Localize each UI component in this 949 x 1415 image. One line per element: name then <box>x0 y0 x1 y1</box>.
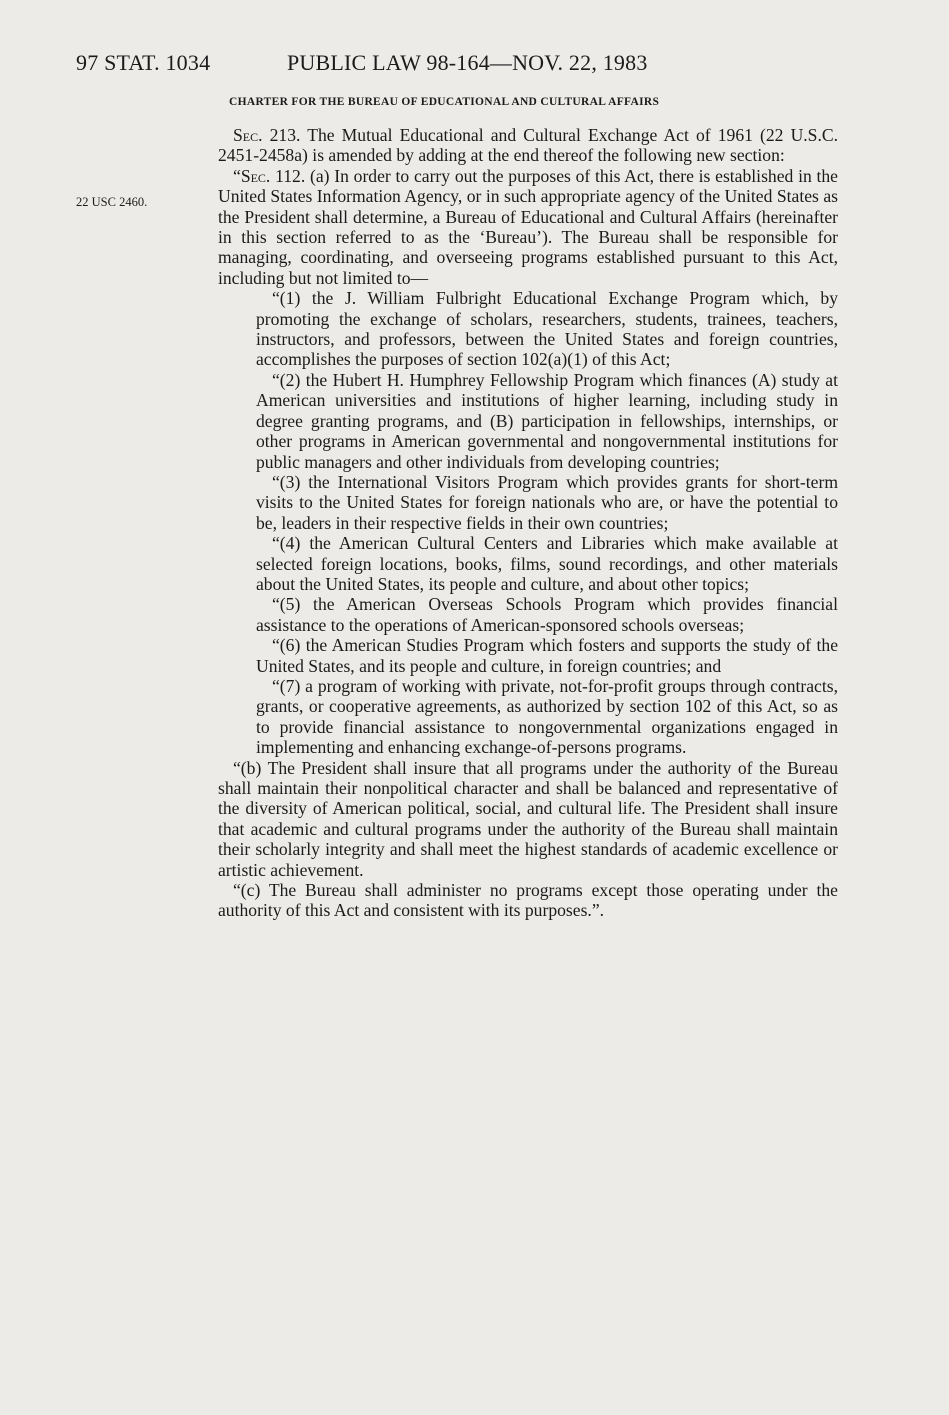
sec-112-label: Sec. <box>240 165 271 186</box>
open-quote: “ <box>233 165 241 186</box>
program-item-1: “(1) the J. William Fulbright Educational Exchange Program which, by promoting the exchange of scholars, researchers, students, trainees, teachers, instructors, and professors, between the United States and foreign countries, accomplishes the purposes of section 102(a)(1) of this Act; <box>256 288 838 370</box>
section-heading: CHARTER FOR THE BUREAU OF EDUCATIONAL AND CULTURAL AFFAIRS <box>229 96 660 108</box>
program-item-6: “(6) the American Studies Program which fosters and supports the study of the United States, and its people and culture, in foreign countries; and <box>256 635 838 676</box>
section-213-paragraph <box>218 125 838 166</box>
sec-112-text: 112. (a) In order to carry out the purposes of this Act, there is established in the United States Information Agency, or in such appropriate agency of the United States as the President shall determine, a Bureau of Educational and Cultural Affairs (hereinafter in this section referred to as the ‘Bureau’). The Bureau shall be responsible for managing, coordinating, and overseeing programs established pursuant to this Act, including but not limited to— <box>218 165 838 288</box>
paragraph-b: “(b) The President shall insure that all programs under the authority of the Bureau shall maintain their nonpolitical character and shall be balanced and representative of the diversity of American political, social, and cultural life. The President shall insure that academic and cultural programs under the authority of the Bureau shall maintain their scholarly integrity and shall meet the highest standards of academic excellence or artistic achievement. <box>218 757 838 880</box>
running-head <box>76 50 896 80</box>
stat-page-number: 97 STAT. 1034 <box>76 50 211 75</box>
sec-213-label: Sec. <box>233 125 263 145</box>
sec-213-text: 213. The Mutual Educational and Cultural Exchange Act of 1961 (22 U.S.C. 2451-2458a) is amended by adding at the end thereof the following new section: <box>218 125 838 166</box>
statute-body <box>218 125 838 921</box>
section-112-paragraph <box>218 166 838 288</box>
paragraph-c: “(c) The Bureau shall administer no programs except those operating under the authority of this Act and consistent with its purposes.”. <box>218 880 838 921</box>
program-item-3: “(3) the International Visitors Program which provides grants for short-term visits to the United States for foreign nationals who are, or have the potential to be, leaders in their respective fields in their own countries; <box>256 471 838 533</box>
margin-citation: 22 USC 2460. <box>76 195 148 209</box>
program-item-5: “(5) the American Overseas Schools Program which provides financial assistance to the operations of American-sponsored schools overseas; <box>256 594 838 635</box>
program-item-4: “(4) the American Cultural Centers and Libraries which make available at selected foreign locations, books, films, sound recordings, and other materials about the United States, its people and culture, and about other topics; <box>256 533 838 594</box>
public-law-citation: PUBLIC LAW 98-164—NOV. 22, 1983 <box>287 50 648 75</box>
program-item-7: “(7) a program of working with private, not-for-profit groups through contracts, grants, or cooperative agreements, as authorized by section 102 of this Act, so as to provide financial assistance to nongovernmental organizations engaged in implementing and enhancing exchange-of-persons programs. <box>256 675 838 758</box>
program-item-2: “(2) the Hubert H. Humphrey Fellowship Program which finances (A) study at American universities and institutions of higher learning, including study in degree granting programs, and (B) participation in fellowships, internships, or other programs in American governmental and nongovernmental institutions for public managers and other individuals from developing countries; <box>256 369 838 472</box>
